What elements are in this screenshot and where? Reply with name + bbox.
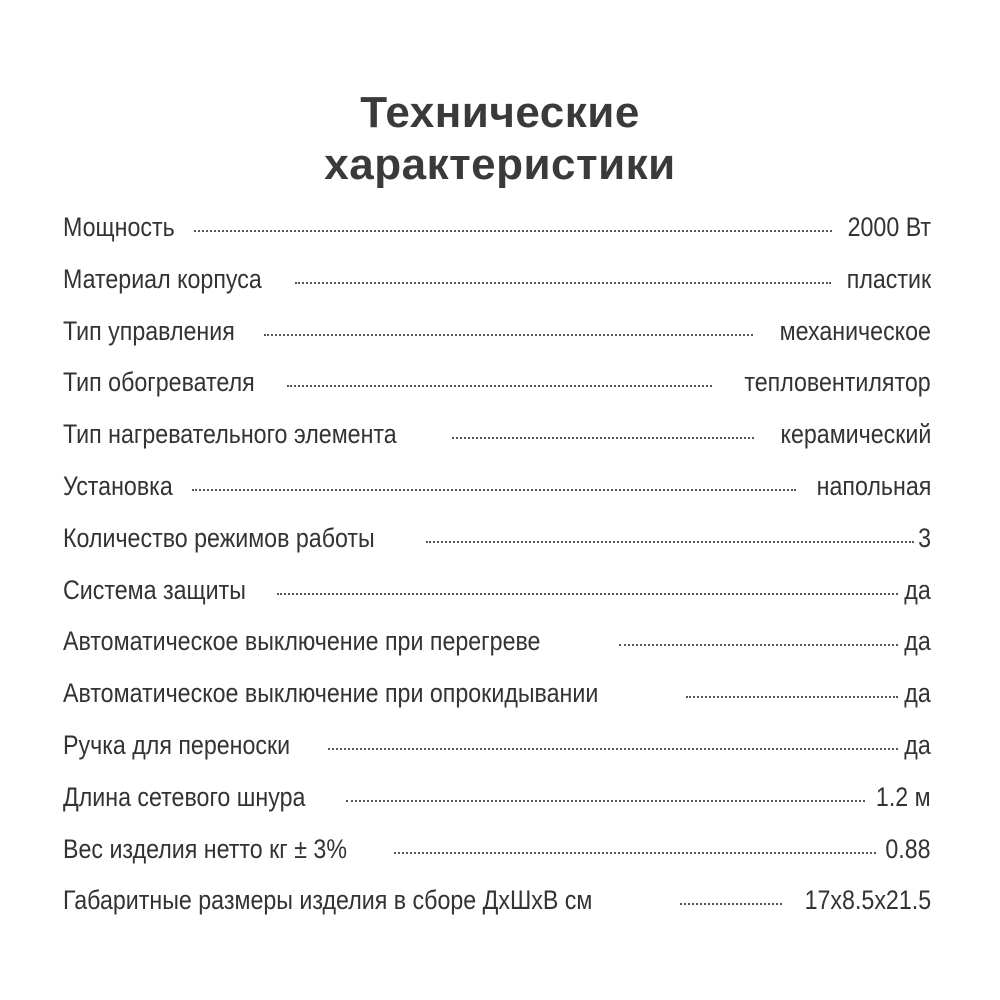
spec-label: Тип нагревательного элемента (63, 419, 397, 450)
spec-value: тепловентилятор (744, 367, 931, 398)
spec-label: Тип управления (63, 315, 235, 346)
page-title (0, 87, 1000, 191)
dot-leader (452, 437, 754, 439)
spec-row (63, 772, 931, 824)
dot-leader (680, 903, 782, 905)
spec-value: 1.2 м (876, 781, 931, 812)
dot-leader (277, 593, 899, 595)
spec-label: Количество режимов работы (63, 522, 375, 553)
spec-value: пластик (846, 263, 931, 294)
dot-leader (295, 282, 831, 284)
spec-row (63, 461, 931, 513)
spec-label: Мощность (63, 212, 175, 242)
spec-label: Ручка для переноски (63, 729, 291, 760)
title-line-2: характеристики (324, 140, 676, 190)
dot-leader (192, 489, 796, 491)
dot-leader (346, 800, 866, 802)
spec-label: Материал корпуса (63, 263, 262, 294)
dot-leader (287, 385, 712, 387)
spec-label: Габаритные размеры изделия в сборе ДхШхВ см (63, 885, 593, 916)
spec-value: да (904, 574, 931, 605)
spec-row (63, 409, 931, 461)
spec-label: Длина сетевого шнура (63, 781, 306, 812)
spec-row (63, 720, 931, 772)
spec-label: Тип обогревателя (63, 367, 255, 398)
title-line-1: Технические (360, 88, 640, 138)
spec-value: да (904, 729, 931, 760)
spec-row (63, 357, 931, 409)
spec-value: 2000 Вт (847, 212, 931, 242)
spec-row (63, 513, 931, 565)
spec-row (63, 202, 931, 254)
spec-value: да (904, 678, 931, 709)
spec-value: 3 (918, 522, 931, 553)
spec-label: Автоматическое выключение при опрокидывании (63, 678, 599, 709)
dot-leader (394, 852, 876, 854)
spec-value: 17x8.5x21.5 (804, 885, 931, 916)
dot-leader (619, 644, 898, 646)
spec-value: 0.88 (885, 833, 931, 864)
spec-value: керамический (780, 419, 931, 450)
spec-value: напольная (816, 470, 931, 501)
spec-row (63, 824, 931, 876)
dot-leader (686, 696, 898, 698)
spec-row (63, 306, 931, 358)
spec-row (63, 565, 931, 617)
spec-label: Установка (63, 470, 173, 501)
dot-leader (264, 334, 753, 336)
spec-value: механическое (779, 315, 931, 346)
spec-row (63, 875, 931, 927)
spec-row (63, 668, 931, 720)
spec-label: Автоматическое выключение при перегреве (63, 626, 541, 657)
spec-label: Вес изделия нетто кг ± 3% (63, 833, 347, 864)
dot-leader (328, 748, 898, 750)
spec-label: Система защиты (63, 574, 246, 605)
dot-leader (194, 230, 832, 232)
spec-row (63, 616, 931, 668)
specs-list (63, 202, 931, 927)
dot-leader (426, 541, 913, 543)
spec-row (63, 254, 931, 306)
spec-value: да (904, 626, 931, 657)
